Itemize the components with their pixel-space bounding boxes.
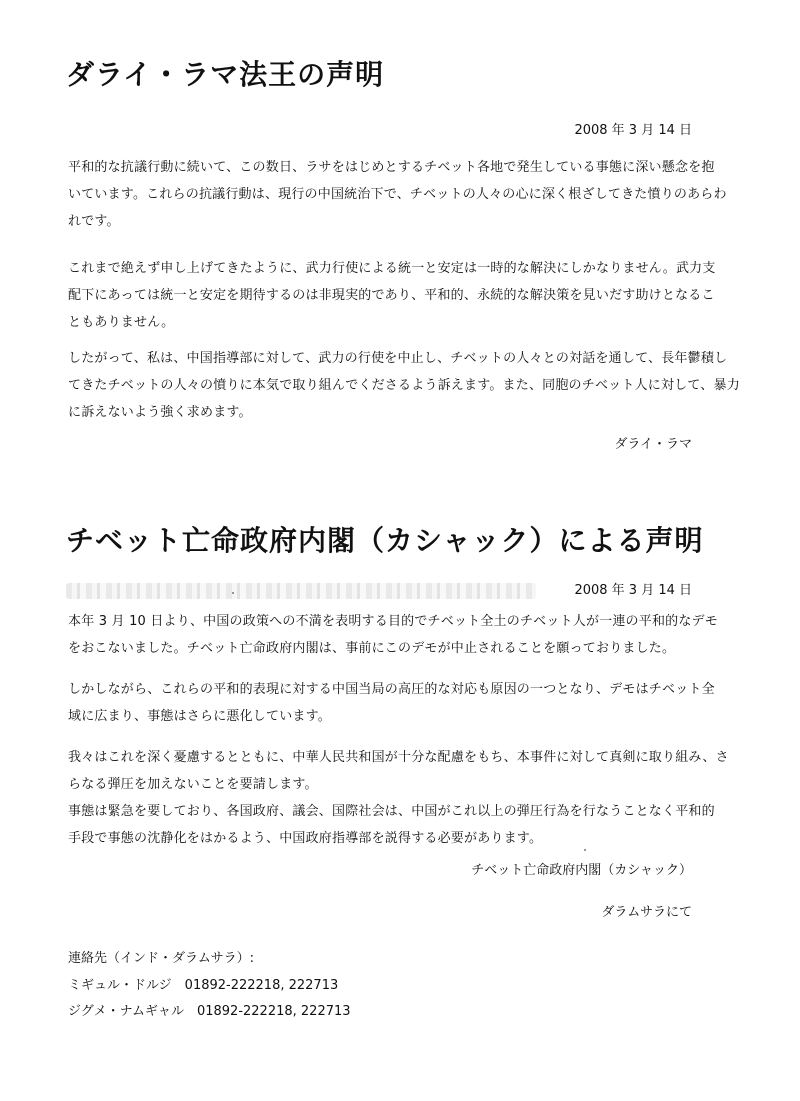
text-line: したがって、私は、中国指導部に対して、武力の行使を中止し、チベットの人々との対話を通して、長年鬱積し xyxy=(68,351,728,366)
contact-heading: 連絡先（インド・ダラムサラ）: xyxy=(68,951,254,966)
statement2-paragraph-2 xyxy=(68,676,715,730)
text-line: しかしながら、これらの平和的表現に対する中国当局の高圧的な対応も原因の一つとなり、デモはチベット全 xyxy=(68,682,715,697)
scan-smudge xyxy=(66,583,536,599)
text-line: れです。 xyxy=(68,214,120,229)
statement1-title: ダライ・ラマ法王の声明 xyxy=(66,58,385,91)
text-line: に訴えないよう強く求めます。 xyxy=(68,405,252,420)
text-line: 我々はこれを深く憂慮するとともに、中華人民共和国が十分な配慮をもち、本事件に対して真剣に取り組み、さ xyxy=(68,750,729,765)
scan-speck xyxy=(584,849,586,851)
statement2-paragraph-3 xyxy=(68,744,729,852)
text-line: 本年 3 月 10 日より、中国の政策への不満を表明する目的でチベット全土のチベット人が一連の平和的なデモ xyxy=(68,614,718,629)
statement1-signature: ダライ・ラマ xyxy=(614,437,692,452)
statement1-date: 2008 年 3 月 14 日 xyxy=(574,123,692,138)
text-line: 手段で事態の沈静化をはかるよう、中国政府指導部を説得する必要があります。 xyxy=(68,831,543,846)
text-line: 域に広まり、事態はさらに悪化しています。 xyxy=(68,709,331,724)
statement2-date: 2008 年 3 月 14 日 xyxy=(574,583,692,598)
text-line: 配下にあっては統一と安定を期待するのは非現実的であり、平和的、永続的な解決策を見いだす助けとなるこ xyxy=(68,288,715,303)
statement1-paragraph-1 xyxy=(68,154,727,235)
text-line: らなる弾圧を加えないことを要請します。 xyxy=(68,777,318,792)
text-line: ともありません。 xyxy=(68,315,175,330)
text-line: てきたチベットの人々の憤りに本気で取り組んでくださるよう訴えます。また、同胞のチベット人に対して、暴力 xyxy=(68,378,740,393)
statement1-paragraph-2 xyxy=(68,255,716,336)
statement2-paragraph-1 xyxy=(68,608,718,662)
statement2-signature: チベット亡命政府内閣（カシャック） xyxy=(471,863,692,878)
text-line: これまで絶えず申し上げてきたように、武力行使による統一と安定は一時的な解決にしかなりません。武力支 xyxy=(68,261,716,276)
statement1-paragraph-3 xyxy=(68,345,740,426)
statement2-title: チベット亡命政府内閣（カシャック）による声明 xyxy=(66,524,704,557)
contact-entry: ジグメ・ナムギャル 01892-222218, 222713 xyxy=(68,1004,351,1019)
text-line: いています。これらの抗議行動は、現行の中国統治下で、チベットの人々の心に深く根ざしてきた憤りのあらわ xyxy=(68,187,727,202)
contact-entry: ミギュル・ドルジ 01892-222218, 222713 xyxy=(68,978,339,993)
text-line: 平和的な抗議行動に続いて、この数日、ラサをはじめとするチベット各地で発生している事態に深い懸念を抱 xyxy=(68,160,715,175)
text-line: をおこないました。チベット亡命政府内閣は、事前にこのデモが中止されることを願っておりました。 xyxy=(68,641,676,656)
text-line: 事態は緊急を要しており、各国政府、議会、国際社会は、中国がこれ以上の弾圧行為を行なうことなく平和的 xyxy=(68,804,715,819)
scan-speck xyxy=(232,592,234,594)
statement2-place: ダラムサラにて xyxy=(601,905,692,920)
